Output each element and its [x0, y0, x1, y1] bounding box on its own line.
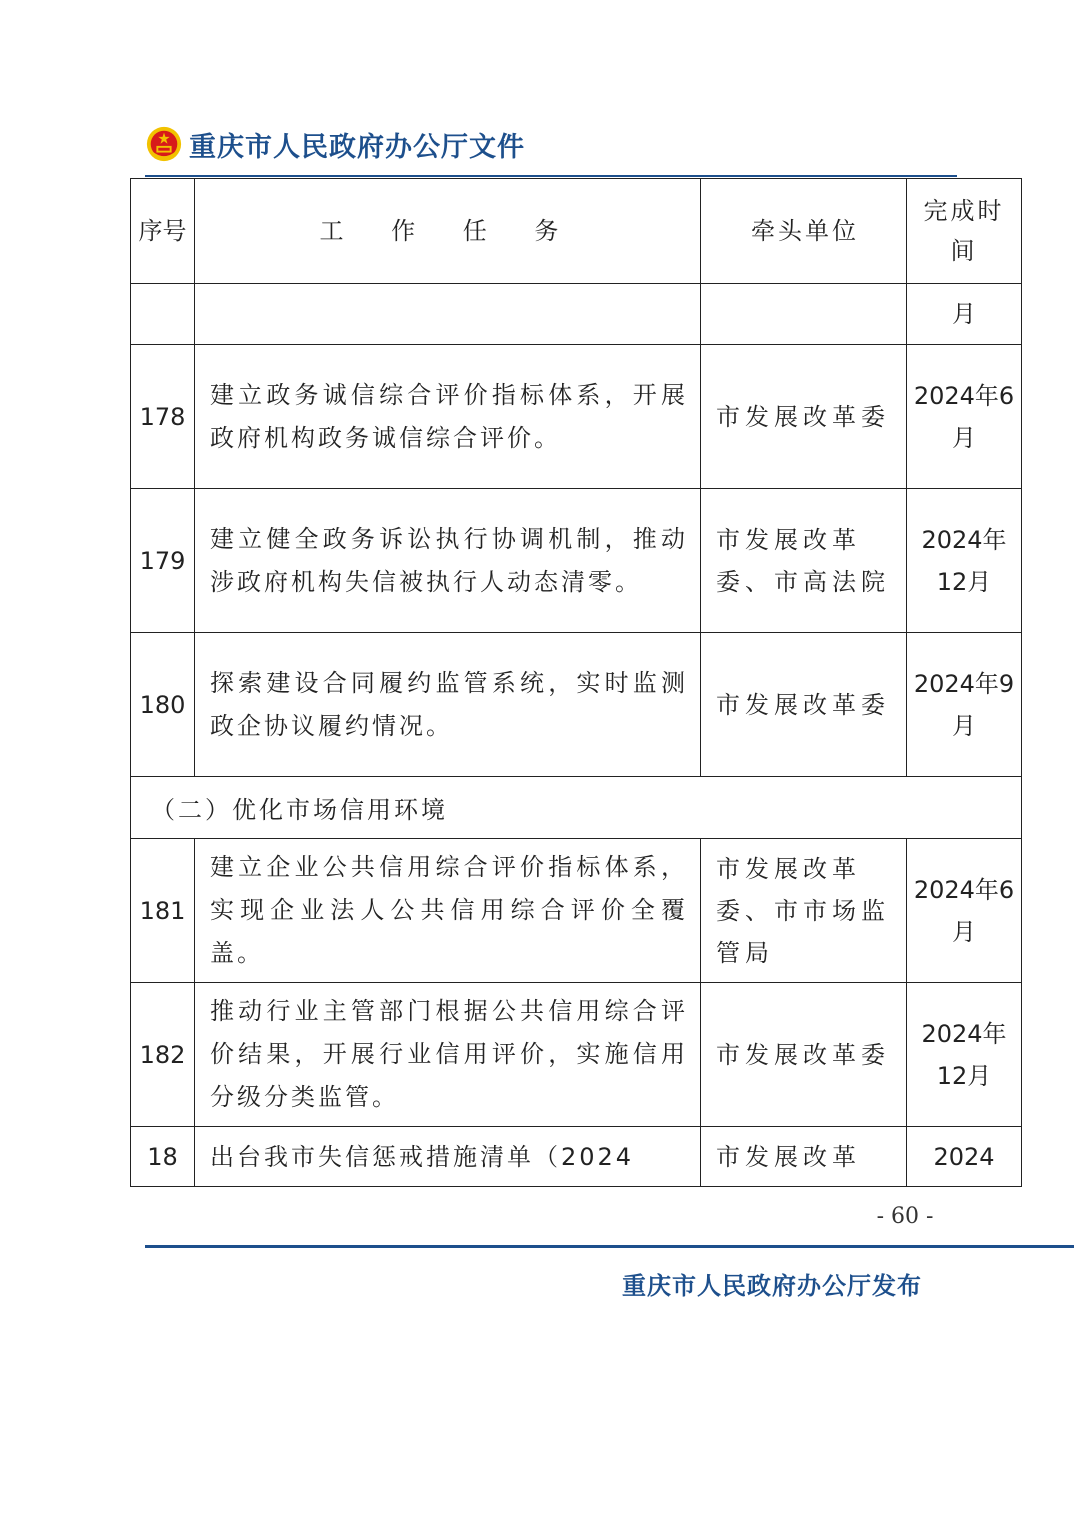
row-number — [131, 284, 195, 345]
table-row — [131, 345, 1022, 489]
row-lead-unit: 市发展改革委、市市场监管局 — [701, 839, 907, 983]
footer-divider — [145, 1245, 1074, 1248]
row-deadline: 2024年6月 — [907, 839, 1022, 983]
col-header-lead-unit: 牵头单位 — [701, 179, 907, 284]
row-deadline: 2024年9月 — [907, 633, 1022, 777]
row-number: 182 — [131, 983, 195, 1127]
row-deadline: 2024年12月 — [907, 983, 1022, 1127]
row-number: 178 — [131, 345, 195, 489]
document-header-title: 重庆市人民政府办公厅文件 — [189, 131, 525, 163]
row-deadline: 2024年12月 — [907, 489, 1022, 633]
document-header — [145, 122, 525, 166]
row-task: 建立健全政务诉讼执行协调机制，推动涉政府机构失信被执行人动态清零。 — [195, 489, 701, 633]
footer-publisher: 重庆市人民政府办公厅发布 — [622, 1271, 922, 1300]
national-emblem-icon — [145, 125, 183, 163]
row-number: 180 — [131, 633, 195, 777]
row-lead-unit — [701, 284, 907, 345]
table-row-truncated — [131, 1127, 1022, 1187]
header-divider — [145, 175, 957, 177]
row-deadline: 月 — [907, 284, 1022, 345]
table-row — [131, 633, 1022, 777]
section-heading: （二）优化市场信用环境 — [131, 777, 1022, 839]
row-lead-unit: 市发展改革委 — [701, 345, 907, 489]
page-number: - 60 - — [876, 1204, 934, 1229]
col-header-task: 工 作 任 务 — [195, 179, 701, 284]
row-task: 建立企业公共信用综合评价指标体系，实现企业法人公共信用综合评价全覆盖。 — [195, 839, 701, 983]
section-heading-row — [131, 777, 1022, 839]
col-header-deadline: 完成时间 — [907, 179, 1022, 284]
row-task: 建立政务诚信综合评价指标体系，开展政府机构政务诚信综合评价。 — [195, 345, 701, 489]
table-row — [131, 839, 1022, 983]
row-number: 18 — [131, 1127, 195, 1187]
row-lead-unit: 市发展改革委 — [701, 983, 907, 1127]
row-number: 179 — [131, 489, 195, 633]
row-lead-unit: 市发展改革委、市高法院 — [701, 489, 907, 633]
row-lead-unit: 市发展改革 — [701, 1127, 907, 1187]
row-task: 出台我市失信惩戒措施清单（2024 — [195, 1127, 701, 1187]
table-row — [131, 489, 1022, 633]
table-header-row — [131, 179, 1022, 284]
row-deadline: 2024年6月 — [907, 345, 1022, 489]
table-row-continuation — [131, 284, 1022, 345]
row-lead-unit: 市发展改革委 — [701, 633, 907, 777]
row-task: 探索建设合同履约监管系统，实时监测政企协议履约情况。 — [195, 633, 701, 777]
row-task — [195, 284, 701, 345]
table-row — [131, 983, 1022, 1127]
task-table — [130, 178, 1022, 1187]
row-task: 推动行业主管部门根据公共信用综合评价结果，开展行业信用评价，实施信用分级分类监管。 — [195, 983, 701, 1127]
col-header-number: 序号 — [131, 179, 195, 284]
row-number: 181 — [131, 839, 195, 983]
row-deadline: 2024 — [907, 1127, 1022, 1187]
